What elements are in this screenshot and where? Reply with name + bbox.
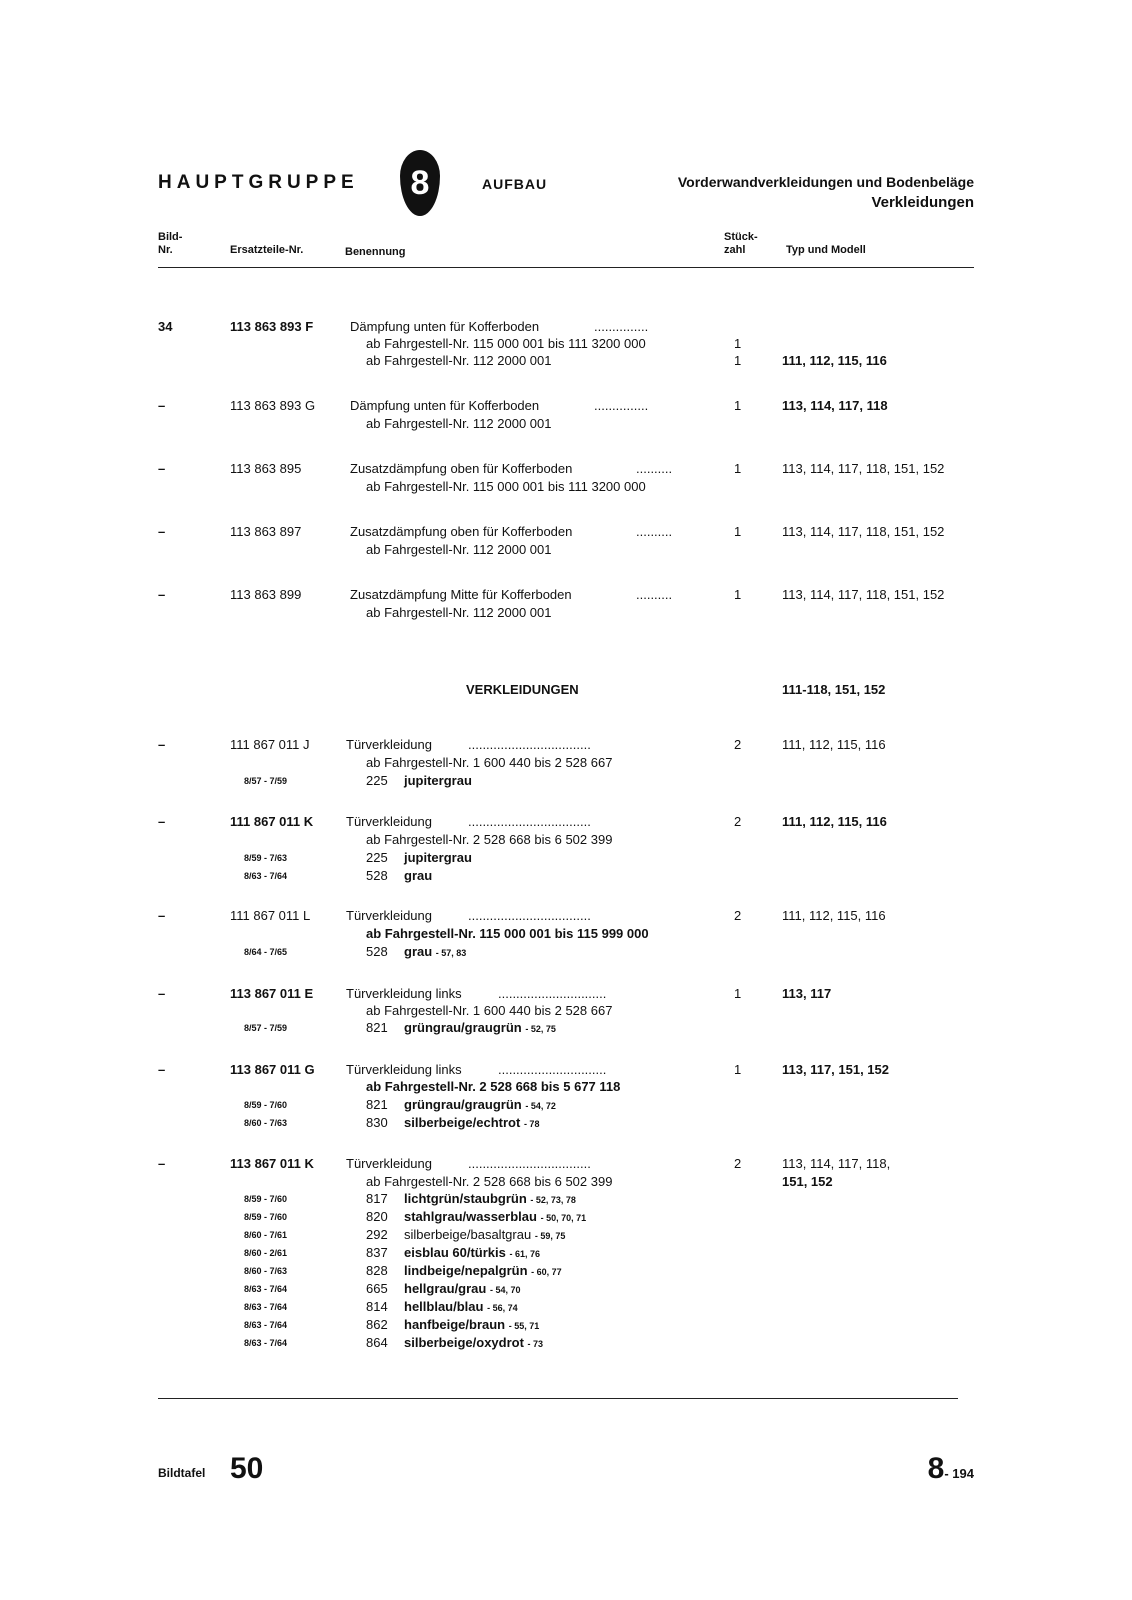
row-qty: 1: [734, 524, 742, 539]
color-ref: - 50, 70, 71: [540, 1213, 587, 1223]
footer-label: Bildtafel: [158, 1466, 206, 1480]
row-detail: ab Fahrgestell-Nr. 112 2000 001: [366, 605, 552, 620]
color-date: 8/59 - 7/63: [244, 853, 288, 863]
leader-dots: ...............: [594, 398, 649, 413]
color-name: [404, 1208, 586, 1227]
row-bild: –: [158, 908, 166, 923]
color-name-text: lindbeige/nepalgrün: [404, 1263, 528, 1278]
row-typ: 113, 114, 117, 118,: [782, 1156, 891, 1171]
plate-number: 50: [230, 1452, 264, 1485]
row-description: Türverkleidung links: [346, 1062, 462, 1077]
color-code: 830: [366, 1115, 388, 1130]
row-detail: ab Fahrgestell-Nr. 115 000 001 bis 111 3200 000: [366, 336, 646, 351]
section-typ: 111-118, 151, 152: [782, 682, 886, 697]
row-qty: 1: [734, 461, 742, 476]
row-part-number: 113 863 899: [230, 587, 302, 602]
row-description: Dämpfung unten für Kofferboden: [350, 398, 540, 413]
color-code: 862: [366, 1317, 388, 1332]
color-ref: - 54, 70: [489, 1285, 521, 1295]
row-part-number: 113 867 011 E: [230, 986, 314, 1001]
color-name-text: hanfbeige/braun: [404, 1317, 506, 1332]
group-number-badge: 8: [400, 150, 440, 216]
color-date: 8/60 - 7/63: [244, 1266, 288, 1276]
row-detail: ab Fahrgestell-Nr. 112 2000 001: [366, 353, 552, 368]
row-bild: –: [158, 1062, 166, 1077]
color-ref: - 59, 75: [534, 1231, 566, 1241]
leader-dots: ..............................: [498, 1062, 607, 1077]
color-name: jupitergrau: [404, 850, 472, 865]
leader-dots: ..............................: [498, 986, 607, 1001]
color-ref: - 78: [523, 1119, 540, 1129]
color-date: 8/63 - 7/64: [244, 1284, 288, 1294]
row-qty: 1: [734, 587, 742, 602]
color-name: [404, 1262, 562, 1281]
row-description: Türverkleidung: [346, 908, 432, 923]
row-typ: 113, 117: [782, 986, 832, 1001]
leader-dots: ..........: [636, 587, 673, 602]
row-bild: –: [158, 398, 166, 413]
color-code: 821: [366, 1097, 388, 1112]
color-code: 225: [366, 850, 388, 865]
color-date: 8/57 - 7/59: [244, 776, 288, 786]
row-bild: –: [158, 524, 166, 539]
color-date: 8/59 - 7/60: [244, 1194, 288, 1204]
row-qty: 2: [734, 1156, 742, 1171]
color-name: [404, 1190, 576, 1209]
row-typ: 113, 114, 117, 118, 151, 152: [782, 461, 945, 476]
color-code: 821: [366, 1020, 388, 1035]
row-qty: 1: [734, 1062, 742, 1077]
color-code: 864: [366, 1335, 388, 1350]
color-ref: - 54, 72: [525, 1101, 556, 1111]
color-code: 528: [366, 944, 388, 959]
row-detail: ab Fahrgestell-Nr. 2 528 668 bis 6 502 399: [366, 1174, 613, 1189]
row-description: Zusatzdämpfung oben für Kofferboden: [350, 461, 573, 476]
row-typ: 113, 117, 151, 152: [782, 1062, 889, 1077]
row-qty: 2: [734, 737, 742, 752]
color-ref: - 73: [527, 1339, 544, 1349]
col-stueck-line1: Stück-: [724, 231, 758, 243]
color-date: 8/60 - 7/63: [244, 1118, 288, 1128]
color-name: [404, 1096, 556, 1115]
color-code: 292: [366, 1227, 388, 1242]
row-bild: –: [158, 737, 166, 752]
color-code: 837: [366, 1245, 388, 1260]
row-qty: 1: [734, 986, 742, 1001]
color-name: [404, 1280, 521, 1299]
leader-dots: ..........: [636, 461, 673, 476]
col-benennung: Benennung: [345, 246, 406, 258]
row-description: Türverkleidung: [346, 1156, 432, 1171]
color-date: 8/63 - 7/64: [244, 871, 288, 881]
col-ersatzteil: Ersatzteile-Nr.: [230, 244, 304, 256]
row-typ: 111, 112, 115, 116: [782, 737, 886, 752]
row-qty: 2: [734, 814, 742, 829]
color-code: 665: [366, 1281, 388, 1296]
color-name-text: grau: [404, 944, 433, 959]
row-qty: 2: [734, 908, 742, 923]
row-typ: 111, 112, 115, 116: [782, 908, 886, 923]
row-part-number: 113 867 011 K: [230, 1156, 314, 1171]
page-title: Vorderwandverkleidungen und Bodenbeläge: [677, 174, 974, 190]
color-name: [404, 1316, 539, 1335]
row-typ: 113, 114, 117, 118, 151, 152: [782, 587, 945, 602]
color-name: [404, 1019, 556, 1038]
row-detail: ab Fahrgestell-Nr. 112 2000 001: [366, 416, 552, 431]
color-name-text: eisblau 60/türkis: [404, 1245, 506, 1260]
row-bild: –: [158, 986, 166, 1001]
color-date: 8/59 - 7/60: [244, 1100, 288, 1110]
col-bild-line2: Nr.: [158, 244, 173, 256]
row-part-number: 113 863 893 F: [230, 319, 314, 334]
color-code: 528: [366, 868, 388, 883]
row-part-number: 111 867 011 J: [230, 737, 310, 752]
row-detail: ab Fahrgestell-Nr. 2 528 668 bis 6 502 399: [366, 832, 613, 847]
color-name-text: lichtgrün/staubgrün: [404, 1191, 527, 1206]
color-date: 8/60 - 7/61: [244, 1230, 288, 1240]
leader-dots: ..................................: [468, 814, 591, 829]
page-number: [928, 1452, 974, 1486]
color-date: 8/63 - 7/64: [244, 1320, 288, 1330]
color-ref: - 57, 83: [435, 948, 467, 958]
color-name-text: grüngrau/graugrün: [404, 1020, 522, 1035]
color-ref: - 52, 75: [525, 1024, 556, 1034]
color-name: [404, 1244, 540, 1263]
row-part-number: 113 863 895: [230, 461, 302, 476]
col-bild-line1: Bild-: [158, 231, 183, 243]
color-name-text: silberbeige/oxydrot: [404, 1335, 524, 1350]
row-detail: ab Fahrgestell-Nr. 1 600 440 bis 2 528 667: [366, 755, 613, 770]
footer-rule: [158, 1398, 958, 1399]
row-detail: ab Fahrgestell-Nr. 2 528 668 bis 5 677 118: [366, 1079, 621, 1094]
color-ref: - 61, 76: [509, 1249, 541, 1259]
row-bild: –: [158, 587, 166, 602]
row-bild: 34: [158, 319, 173, 334]
color-code: 828: [366, 1263, 388, 1278]
color-date: 8/64 - 7/65: [244, 947, 288, 957]
row-qty: 1: [734, 398, 742, 413]
col-stueckzahl: [724, 231, 758, 257]
row-detail: ab Fahrgestell-Nr. 115 000 001 bis 115 999 000: [366, 926, 649, 941]
page-number-sub: - 194: [944, 1466, 974, 1481]
leader-dots: ...............: [594, 319, 649, 334]
color-ref: - 55, 71: [508, 1321, 540, 1331]
row-part-number: 113 863 893 G: [230, 398, 316, 413]
row-typ: 113, 114, 117, 118: [782, 398, 888, 413]
color-ref: - 60, 77: [531, 1267, 562, 1277]
row-bild: –: [158, 814, 166, 829]
leader-dots: ..................................: [468, 908, 591, 923]
row-detail: ab Fahrgestell-Nr. 112 2000 001: [366, 542, 552, 557]
color-date: 8/57 - 7/59: [244, 1023, 288, 1033]
color-ref: - 52, 73, 78: [530, 1195, 576, 1205]
color-name-text: hellgrau/grau: [404, 1281, 487, 1296]
row-typ: 111, 112, 115, 116: [782, 353, 887, 368]
color-name: [404, 1114, 539, 1133]
row-bild: –: [158, 461, 166, 476]
row-detail: ab Fahrgestell-Nr. 1 600 440 bis 2 528 667: [366, 1003, 613, 1018]
row-part-number: 113 863 897: [230, 524, 302, 539]
color-code: 814: [366, 1299, 388, 1314]
row-description: Zusatzdämpfung Mitte für Kofferboden: [350, 587, 572, 602]
row-qty: 1: [734, 336, 742, 351]
leader-dots: ..........: [636, 524, 673, 539]
row-description: Dämpfung unten für Kofferboden: [350, 319, 540, 334]
group-label: HAUPTGRUPPE: [158, 172, 359, 193]
col-stueck-line2: zahl: [724, 244, 746, 256]
color-name-text: stahlgrau/wasserblau: [404, 1209, 537, 1224]
color-name: [404, 1226, 565, 1245]
row-description: Türverkleidung: [346, 737, 432, 752]
section-label: AUFBAU: [482, 176, 548, 192]
row-part-number: 111 867 011 K: [230, 814, 314, 829]
color-name: grau: [404, 868, 433, 883]
color-date: 8/60 - 2/61: [244, 1248, 288, 1258]
row-part-number: 111 867 011 L: [230, 908, 311, 923]
color-date: 8/63 - 7/64: [244, 1302, 288, 1312]
row-description: Zusatzdämpfung oben für Kofferboden: [350, 524, 573, 539]
row-typ: 151, 152: [782, 1174, 833, 1189]
row-description: Türverkleidung: [346, 814, 432, 829]
leader-dots: ..................................: [468, 737, 591, 752]
leader-dots: ..................................: [468, 1156, 591, 1171]
color-name: [404, 1298, 518, 1317]
color-name: [404, 943, 466, 962]
color-date: 8/59 - 7/60: [244, 1212, 288, 1222]
row-typ: 111, 112, 115, 116: [782, 814, 887, 829]
row-detail: ab Fahrgestell-Nr. 115 000 001 bis 111 3200 000: [366, 479, 646, 494]
row-qty: 1: [734, 353, 742, 368]
color-name: jupitergrau: [404, 773, 472, 788]
row-typ: 113, 114, 117, 118, 151, 152: [782, 524, 945, 539]
row-part-number: 113 867 011 G: [230, 1062, 315, 1077]
col-typ: Typ und Modell: [786, 244, 866, 256]
color-code: 817: [366, 1191, 388, 1206]
color-code: 820: [366, 1209, 388, 1224]
color-name: [404, 1334, 543, 1353]
col-bild: [158, 231, 182, 257]
color-name-text: grüngrau/graugrün: [404, 1097, 522, 1112]
color-name-text: silberbeige/basaltgrau: [404, 1227, 532, 1242]
header-rule: [158, 267, 974, 268]
color-date: 8/63 - 7/64: [244, 1338, 288, 1348]
color-name-text: hellblau/blau: [404, 1299, 484, 1314]
section-heading: VERKLEIDUNGEN: [466, 682, 579, 697]
page-number-main: 8: [927, 1452, 945, 1485]
color-ref: - 56, 74: [487, 1303, 518, 1313]
color-name-text: silberbeige/echtrot: [404, 1115, 521, 1130]
row-bild: –: [158, 1156, 166, 1171]
page-subtitle: Verkleidungen: [871, 194, 974, 211]
color-code: 225: [366, 773, 388, 788]
row-description: Türverkleidung links: [346, 986, 462, 1001]
